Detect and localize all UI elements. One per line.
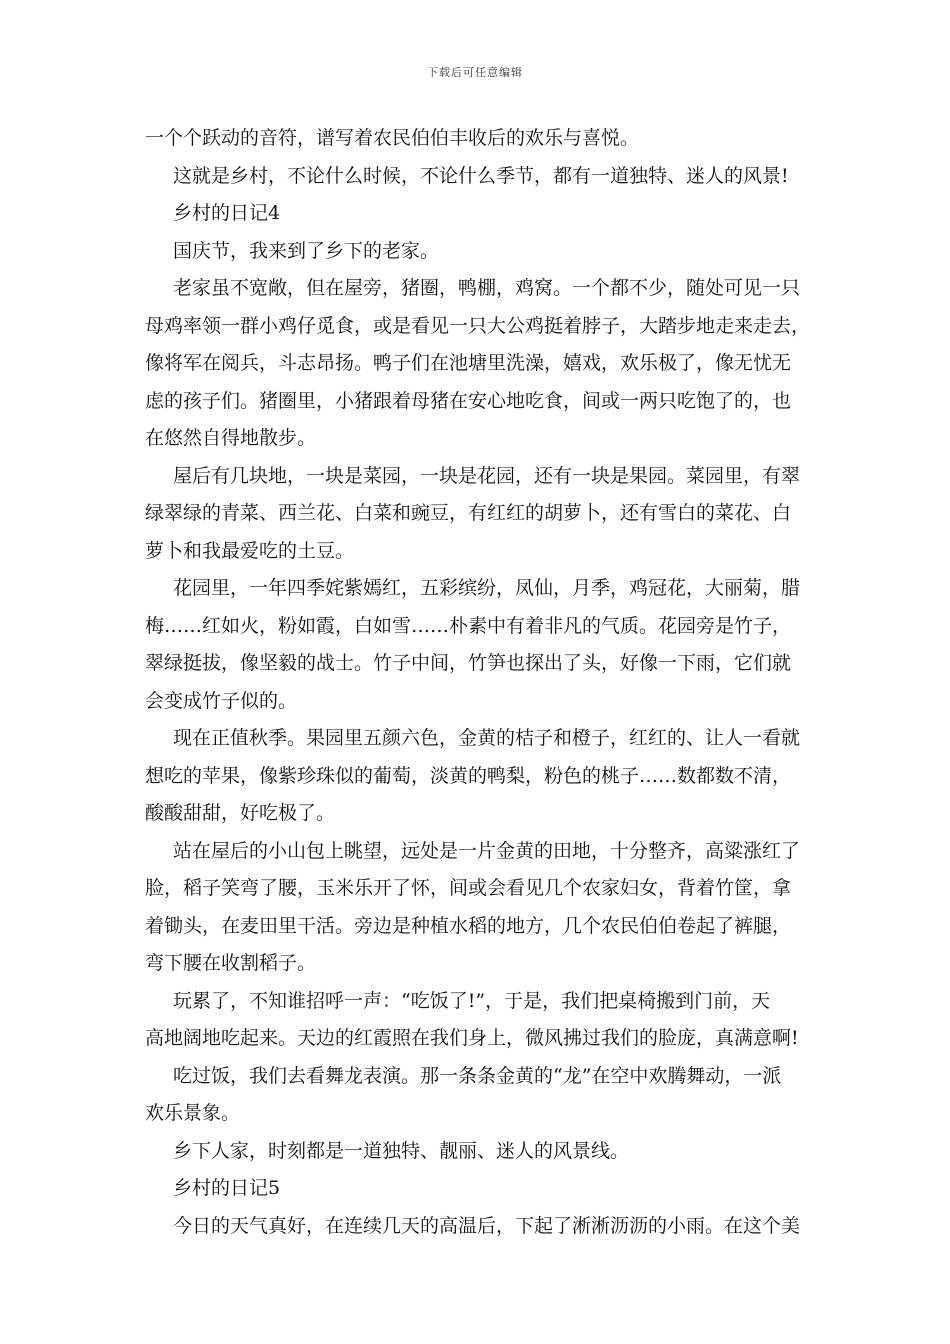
text-line: 国庆节，我来到了乡下的老家。 bbox=[173, 239, 440, 262]
text-line: 弯下腰在收割稻子。 bbox=[145, 952, 317, 974]
text-line: 欢乐景象。 bbox=[145, 1102, 241, 1124]
text-line: 想吃的苹果，像紫珍珠似的葡萄，淡黄的鸭梨，粉色的桃子……数都数不清， bbox=[145, 764, 792, 787]
text-line: 一个个跃动的音符，谱写着农民伯伯丰收后的欢乐与喜悦。 bbox=[145, 127, 640, 149]
text-line: 绿翠绿的青菜、西兰花、白菜和豌豆，有红红的胡萝卜，还有雪白的菜花、白 bbox=[145, 502, 792, 524]
text-line: 花园里，一年四季姹紫嫣红，五彩缤纷，凤仙，月季，鸡冠花，大丽菊，腊 bbox=[173, 577, 801, 599]
text-line: 乡村的日记4 bbox=[173, 202, 281, 224]
text-line: 梅……红如火，粉如霞，白如雪……朴素中有着非凡的气质。花园旁是竹子， bbox=[145, 614, 792, 637]
text-line: 虑的孩子们。猪圈里，小猪跟着母猪在安心地吃食，间或一两只吃饱了的，也 bbox=[145, 389, 792, 412]
page-header: 下载后可任意编辑 bbox=[427, 66, 523, 79]
text-line: 老家虽不宽敞，但在屋旁，猪圈，鸭棚，鸡窝。一个都不少，随处可见一只 bbox=[173, 277, 801, 299]
text-line: 站在屋后的小山包上眺望，远处是一片金黄的田地，十分整齐，高粱涨红了 bbox=[173, 839, 801, 862]
text-line: 母鸡率领一群小鸡仔觅食，或是看见一只大公鸡挺着脖子，大踏步地走来走去， bbox=[145, 314, 811, 337]
text-line: 像将军在阅兵，斗志昂扬。鸭子们在池塘里洗澡，嬉戏，欢乐极了，像无忧无 bbox=[145, 352, 792, 374]
text-line: 着锄头，在麦田里干活。旁边是种植水稻的地方，几个农民伯伯卷起了裤腿， bbox=[145, 914, 792, 937]
text-line: 屋后有几块地，一块是菜园，一块是花园，还有一块是果园。菜园里，有翠 bbox=[173, 464, 801, 487]
document-body bbox=[145, 120, 810, 1245]
text-line: 酸酸甜甜，好吃极了。 bbox=[145, 802, 336, 824]
text-line: 今日的天气真好，在连续几天的高温后，下起了淅淅沥沥的小雨。在这个美 bbox=[173, 1214, 801, 1237]
text-line: 吃过饭，我们去看舞龙表演。那一条条金黄的“龙”在空中欢腾舞动，一派 bbox=[173, 1064, 782, 1087]
text-line: 乡下人家，时刻都是一道独特、靓丽、迷人的风景线。 bbox=[173, 1139, 630, 1162]
text-line: 脸，稻子笑弯了腰，玉米乐开了怀，间或会看见几个农家妇女，背着竹筐，拿 bbox=[145, 877, 792, 899]
text-line: 这就是乡村，不论什么时候，不论什么季节，都有一道独特、迷人的风景! bbox=[173, 164, 789, 187]
text-line: 现在正值秋季。果园里五颜六色，金黄的桔子和橙子，红红的、让人一看就 bbox=[173, 727, 801, 749]
text-line: 萝卜和我最爱吃的土豆。 bbox=[145, 539, 355, 562]
text-line: 翠绿挺拔，像坚毅的战士。竹子中间，竹笋也探出了头，好像一下雨，它们就 bbox=[145, 652, 792, 674]
text-line: 高地阔地吃起来。天边的红霞照在我们身上，微风拂过我们的脸庞，真满意啊! bbox=[145, 1027, 799, 1049]
text-line: 会变成竹子似的。 bbox=[145, 689, 298, 712]
text-line: 在悠然自得地散步。 bbox=[145, 427, 317, 449]
text-line: 玩累了，不知谁招呼一声：“吃饭了!”，于是，我们把桌椅搬到门前，天 bbox=[173, 989, 771, 1012]
text-line: 乡村的日记5 bbox=[173, 1177, 281, 1199]
